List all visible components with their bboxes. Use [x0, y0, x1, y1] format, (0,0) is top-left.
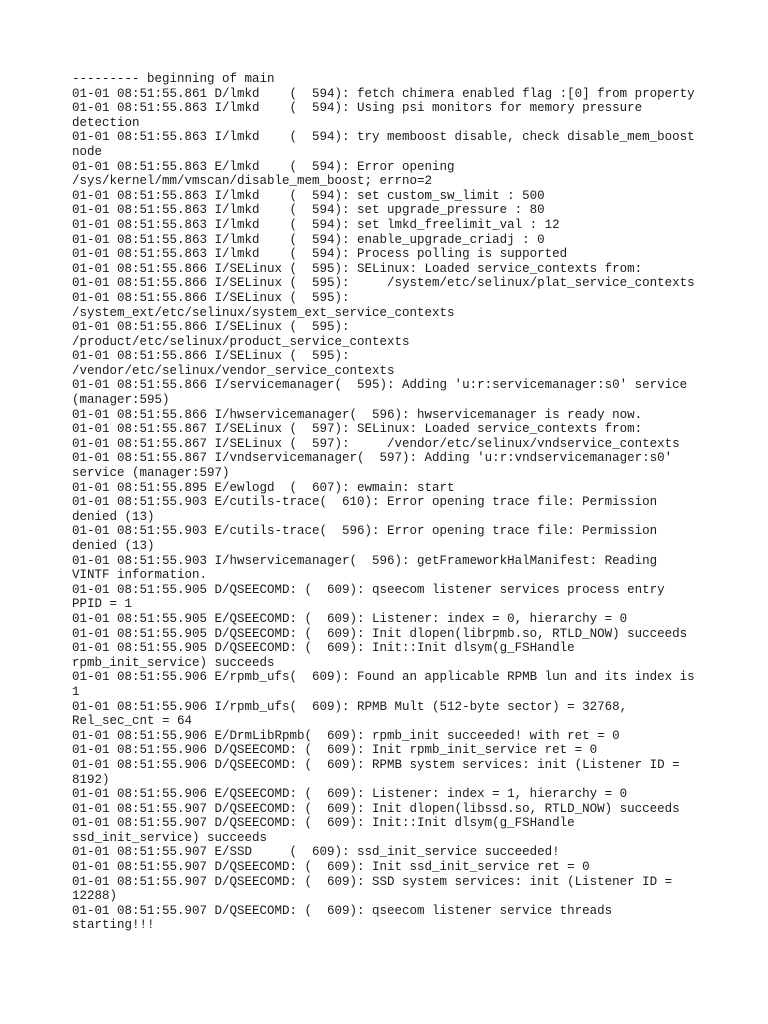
log-line: 01-01 08:51:55.863 I/lmkd ( 594): Process polling is supported	[72, 247, 568, 262]
log-line: 12288)	[72, 889, 118, 904]
log-line: 01-01 08:51:55.903 E/cutils-trace( 610): Error opening trace file: Permission	[72, 495, 658, 510]
log-line: 01-01 08:51:55.867 I/vndservicemanager( 597): Adding 'u:r:vndservicemanager:s0'	[72, 451, 673, 466]
log-line: 01-01 08:51:55.866 I/SELinux ( 595):	[72, 349, 350, 364]
log-line: 01-01 08:51:55.863 E/lmkd ( 594): Error opening	[72, 159, 455, 174]
log-line: node	[72, 144, 103, 159]
log-line: 01-01 08:51:55.905 D/QSEECOMD: ( 609): Init::Init dlsym(g_FSHandle	[72, 641, 575, 656]
log-line: 1	[72, 684, 80, 699]
log-line: 01-01 08:51:55.907 D/QSEECOMD: ( 609): SSD system services: init (Listener ID =	[72, 874, 673, 889]
log-line: starting!!!	[72, 918, 155, 933]
log-line: 01-01 08:51:55.907 D/QSEECOMD: ( 609): Init::Init dlsym(g_FSHandle	[72, 816, 575, 831]
log-line: 01-01 08:51:55.866 I/SELinux ( 595): /system/etc/selinux/plat_service_contexts	[72, 276, 695, 291]
log-line: 01-01 08:51:55.905 D/QSEECOMD: ( 609): Init dlopen(librpmb.so, RTLD_NOW) succeeds	[72, 626, 688, 641]
log-line: Rel_sec_cnt = 64	[72, 714, 193, 729]
log-line: /vendor/etc/selinux/vendor_service_contexts	[72, 363, 395, 378]
log-line: 01-01 08:51:55.866 I/SELinux ( 595):	[72, 320, 350, 335]
log-line: 01-01 08:51:55.906 E/QSEECOMD: ( 609): Listener: index = 1, hierarchy = 0	[72, 787, 628, 802]
log-line: rpmb_init_service) succeeds	[72, 655, 275, 670]
log-line: 01-01 08:51:55.907 D/QSEECOMD: ( 609): qseecom listener service threads	[72, 903, 613, 918]
log-line: 01-01 08:51:55.906 D/QSEECOMD: ( 609): Init rpmb_init_service ret = 0	[72, 743, 598, 758]
log-line: 01-01 08:51:55.907 E/SSD ( 609): ssd_init_service succeeded!	[72, 845, 560, 860]
log-line: 8192)	[72, 772, 110, 787]
log-line: 01-01 08:51:55.866 I/servicemanager( 595): Adding 'u:r:servicemanager:s0' service	[72, 378, 688, 393]
log-line: 01-01 08:51:55.905 D/QSEECOMD: ( 609): qseecom listener services process entry	[72, 582, 665, 597]
log-line: 01-01 08:51:55.863 I/lmkd ( 594): set custom_sw_limit : 500	[72, 188, 545, 203]
log-line: 01-01 08:51:55.866 I/hwservicemanager( 596): hwservicemanager is ready now.	[72, 407, 643, 422]
log-line: 01-01 08:51:55.863 I/lmkd ( 594): set upgrade_pressure : 80	[72, 203, 545, 218]
log-line: --------- beginning of main	[72, 72, 275, 86]
log-line: service (manager:597)	[72, 466, 230, 481]
log-line: ssd_init_service) succeeds	[72, 830, 268, 845]
log-line: /product/etc/selinux/product_service_contexts	[72, 334, 410, 349]
log-line: denied (13)	[72, 539, 155, 553]
log-line: detection	[72, 115, 140, 130]
log-line: 01-01 08:51:55.903 E/cutils-trace( 596): Error opening trace file: Permission	[72, 524, 658, 539]
log-line: 01-01 08:51:55.903 I/hwservicemanager( 596): getFrameworkHalManifest: Reading	[72, 553, 658, 568]
log-line: 01-01 08:51:55.866 I/SELinux ( 595): SELinux: Loaded service_contexts from:	[72, 261, 643, 276]
log-line: denied (13)	[72, 509, 155, 524]
log-line: 01-01 08:51:55.861 D/lmkd ( 594): fetch chimera enabled flag :[0] from property	[72, 86, 695, 101]
log-line: 01-01 08:51:55.907 D/QSEECOMD: ( 609): Init dlopen(libssd.so, RTLD_NOW) succeeds	[72, 801, 680, 816]
log-line: 01-01 08:51:55.906 E/rpmb_ufs( 609): Found an applicable RPMB lun and its index is	[72, 670, 695, 685]
log-output	[72, 72, 712, 933]
log-line: /sys/kernel/mm/vmscan/disable_mem_boost; errno=2	[72, 174, 433, 189]
log-line: 01-01 08:51:55.907 D/QSEECOMD: ( 609): Init ssd_init_service ret = 0	[72, 860, 590, 875]
log-line: 01-01 08:51:55.863 I/lmkd ( 594): set lmkd_freelimit_val : 12	[72, 217, 560, 232]
log-line: 01-01 08:51:55.906 D/QSEECOMD: ( 609): RPMB system services: init (Listener ID =	[72, 757, 680, 772]
log-line: /system_ext/etc/selinux/system_ext_service_contexts	[72, 305, 455, 320]
log-line: PPID = 1	[72, 597, 133, 612]
log-line: VINTF information.	[72, 568, 208, 583]
log-line: 01-01 08:51:55.863 I/lmkd ( 594): enable_upgrade_criadj : 0	[72, 232, 545, 247]
log-line: 01-01 08:51:55.867 I/SELinux ( 597): SELinux: Loaded service_contexts from:	[72, 422, 643, 437]
log-line: 01-01 08:51:55.863 I/lmkd ( 594): try memboost disable, check disable_mem_boost	[72, 130, 695, 145]
log-line: 01-01 08:51:55.863 I/lmkd ( 594): Using psi monitors for memory pressure	[72, 101, 643, 116]
log-line: 01-01 08:51:55.905 E/QSEECOMD: ( 609): Listener: index = 0, hierarchy = 0	[72, 611, 628, 626]
log-line: (manager:595)	[72, 393, 170, 408]
log-line: 01-01 08:51:55.906 I/rpmb_ufs( 609): RPMB Mult (512-byte sector) = 32768,	[72, 699, 628, 714]
log-line: 01-01 08:51:55.906 E/DrmLibRpmb( 609): rpmb_init succeeded! with ret = 0	[72, 728, 620, 743]
log-line: 01-01 08:51:55.867 I/SELinux ( 597): /vendor/etc/selinux/vndservice_contexts	[72, 436, 680, 451]
log-line: 01-01 08:51:55.895 E/ewlogd ( 607): ewmain: start	[72, 480, 455, 495]
log-line: 01-01 08:51:55.866 I/SELinux ( 595):	[72, 290, 350, 305]
